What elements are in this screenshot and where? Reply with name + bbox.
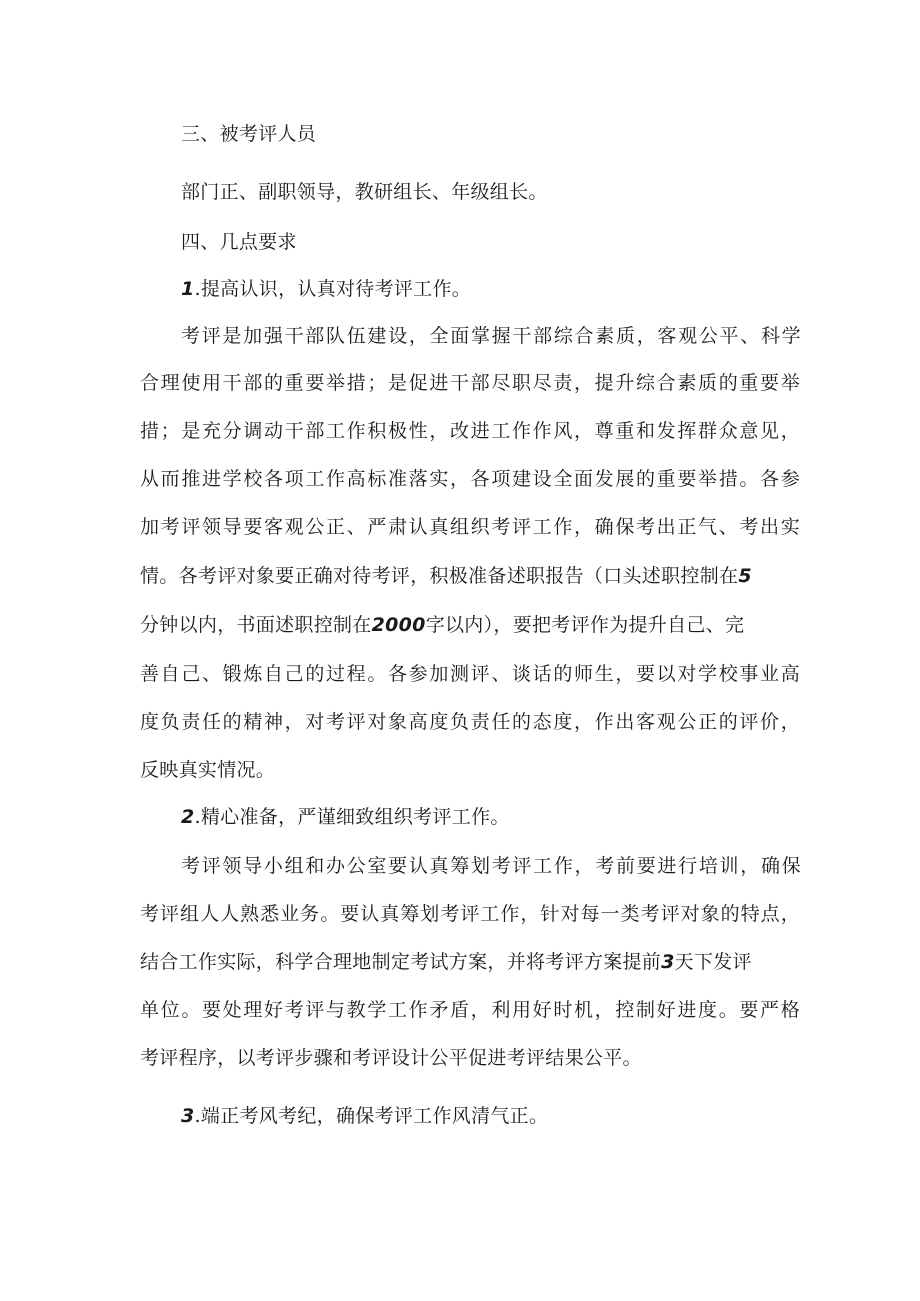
para1-line: 考评是加强干部队伍建设，全面掌握干部综合素质，客观公平、科学 [181, 325, 801, 347]
para1-line: 度负责任的精神，对考评对象高度负责任的态度，作出客观公正的评价， [140, 711, 800, 733]
item1-text: .提高认识，认真对待考评工作。 [194, 278, 472, 300]
para1-line: 加考评领导要客观公正、严肃认真组织考评工作，确保考出正气、考出实 [140, 516, 800, 538]
para2-line: 考评程序，以考评步骤和考评设计公平促进考评结果公平。 [140, 1047, 642, 1069]
word-limit-number: 2000 [371, 614, 426, 636]
para1-line: 善自己、锻炼自己的过程。各参加测评、谈话的师生，要以对学校事业高 [140, 663, 800, 685]
item2-number: 2 [181, 806, 195, 828]
item3-heading [181, 1103, 801, 1129]
item3-text: .端正考风考纪，确保考评工作风清气正。 [194, 1105, 549, 1127]
section3-body: 部门正、副职领导，教研组长、年级组长。 [181, 181, 548, 203]
para1-line: 反映真实情况。 [140, 759, 276, 781]
item1-heading [181, 276, 801, 302]
para2-line3-text-a: 结合工作实际，科学合理地制定考试方案，并将考评方案提前 [140, 951, 662, 973]
item3-number: 3 [181, 1105, 195, 1127]
para1-line [140, 563, 800, 589]
para2-line: 单位。要处理好考评与教学工作矛盾，利用好时机，控制好进度。要严格 [140, 999, 800, 1021]
para2-line3-text-b: 天下发评 [674, 951, 752, 973]
para1-line7-text-b: 字以内），要把考评作为提升自己、完 [425, 614, 745, 636]
item2-heading [181, 804, 801, 830]
para1-line: 措；是充分调动干部工作积极性，改进工作作风，尊重和发挥群众意见， [140, 420, 800, 442]
para2-line [140, 949, 800, 975]
item2-text: .精心准备，严谨细致组织考评工作。 [194, 806, 510, 828]
para2-line: 考评领导小组和办公室要认真筹划考评工作，考前要进行培训，确保 [181, 855, 801, 877]
minutes-number: 5 [738, 565, 752, 587]
para1-line [140, 612, 800, 638]
para1-line: 从而推进学校各项工作高标准落实，各项建设全面发展的重要举措。各参 [140, 468, 800, 490]
section3-heading: 三、被考评人员 [181, 123, 317, 145]
para1-line7-text-a: 分钟以内，书面述职控制在 [140, 614, 372, 636]
days-number: 3 [661, 951, 675, 973]
para2-line: 考评组人人熟悉业务。要认真筹划考评工作，针对每一类考评对象的特点， [140, 903, 800, 925]
para1-line6-text: 情。各考评对象要正确对待考评，积极准备述职报告（口头述职控制在 [140, 565, 739, 587]
section4-heading: 四、几点要求 [181, 231, 297, 253]
para1-line: 合理使用干部的重要举措；是促进干部尽职尽责，提升综合素质的重要举 [140, 372, 800, 394]
item1-number: 1 [181, 278, 195, 300]
